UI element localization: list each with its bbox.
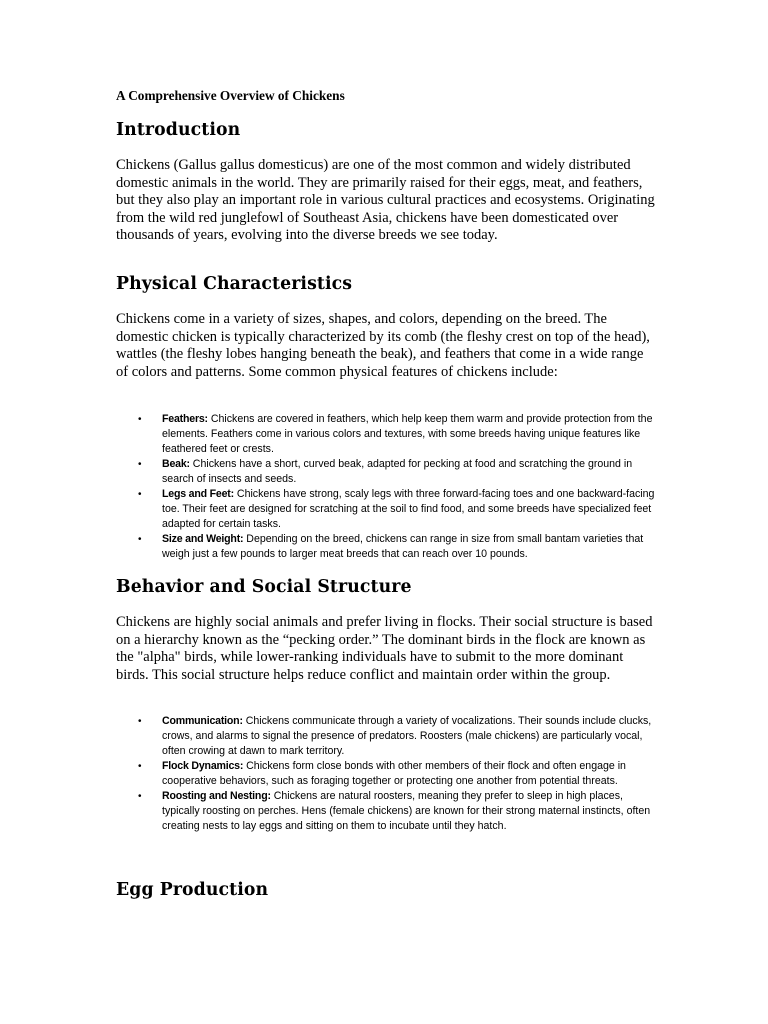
heading-egg-production: Egg Production [116, 880, 269, 900]
heading-behavior: Behavior and Social Structure [116, 577, 412, 597]
bullet-glyph: • [138, 414, 142, 425]
list-item-term: Communication: [162, 715, 243, 727]
heading-physical-characteristics: Physical Characteristics [116, 274, 353, 294]
list-behaviors [116, 714, 656, 834]
bullet-glyph: • [138, 761, 142, 772]
document-title: A Comprehensive Overview of Chickens [116, 88, 345, 103]
list-item-text: Chickens are covered in feathers, which help keep them warm and provide protection from the elements. Feathers come in various colors and textures, with some breeds having unique features like feathered feet or crests. [162, 413, 653, 455]
list-item [116, 532, 656, 562]
list-item [116, 457, 656, 487]
list-item [116, 487, 656, 532]
paragraph-physical-characteristics: Chickens come in a variety of sizes, shapes, and colors, depending on the breed. The domestic chicken is typically characterized by its comb (the fleshy crest on top of the head), wattles (the fleshy lobes hanging beneath the beak), and feathers that come in a wide range of colors and patterns. Some common physical features of chickens include: [116, 311, 650, 380]
list-item-term: Beak: [162, 458, 190, 470]
list-physical-features [116, 412, 656, 562]
paragraph-introduction: Chickens (Gallus gallus domesticus) are one of the most common and widely distributed domestic animals in the world. They are primarily raised for their eggs, meat, and feathers, but they also play an important role in various cultural practices and ecosystems. Originating from the wild red junglefowl of Southeast Asia, chickens have been domesticated over thousands of years, evolving into the diverse breeds we see today. [116, 157, 655, 243]
list-item [116, 412, 656, 457]
list-item-term: Legs and Feet: [162, 488, 234, 500]
list-item [116, 789, 656, 834]
bullet-glyph: • [138, 791, 142, 802]
list-item-text: Depending on the breed, chickens can range in size from small bantam varieties that weigh just a few pounds to larger meat breeds that can reach over 10 pounds. [162, 533, 644, 560]
heading-introduction: Introduction [116, 120, 241, 140]
bullet-glyph: • [138, 534, 142, 545]
list-item-text: Chickens have strong, scaly legs with three forward-facing toes and one backward-facing toe. Their feet are designed for scratching at the soil to find food, and some breeds have specialized feet adapted for certain tasks. [162, 488, 655, 530]
list-item-term: Roosting and Nesting: [162, 790, 271, 802]
list-item [116, 759, 656, 789]
list-item [116, 714, 656, 759]
list-item-text: Chickens have a short, curved beak, adapted for pecking at food and scratching the ground in search of insects and seeds. [162, 458, 633, 485]
list-item-text: Chickens communicate through a variety of vocalizations. Their sounds include clucks, crows, and alarms to signal the presence of predators. Roosters (male chickens) are particularly vocal, often crowing at dawn to mark territory. [162, 715, 652, 757]
bullet-glyph: • [138, 459, 142, 470]
bullet-glyph: • [138, 716, 142, 727]
list-item-term: Size and Weight: [162, 533, 244, 545]
list-item-text: Chickens are natural roosters, meaning they prefer to sleep in high places, typically roosting on perches. Hens (female chickens) are known for their strong maternal instincts, often creating nests to lay eggs and sitting on them to incubate until they hatch. [162, 790, 651, 832]
bullet-glyph: • [138, 489, 142, 500]
list-item-term: Feathers: [162, 413, 208, 425]
list-item-term: Flock Dynamics: [162, 760, 244, 772]
paragraph-behavior: Chickens are highly social animals and prefer living in flocks. Their social structure is based on a hierarchy known as the “pecking order.” The dominant birds in the flock are known as the "alpha" birds, while lower-ranking individuals have to submit to the more dominant birds. This social structure helps reduce conflict and maintain order within the group. [116, 614, 653, 683]
list-item-text: Chickens form close bonds with other members of their flock and often engage in cooperative behaviors, such as foraging together or protecting one another from potential threats. [162, 760, 626, 787]
